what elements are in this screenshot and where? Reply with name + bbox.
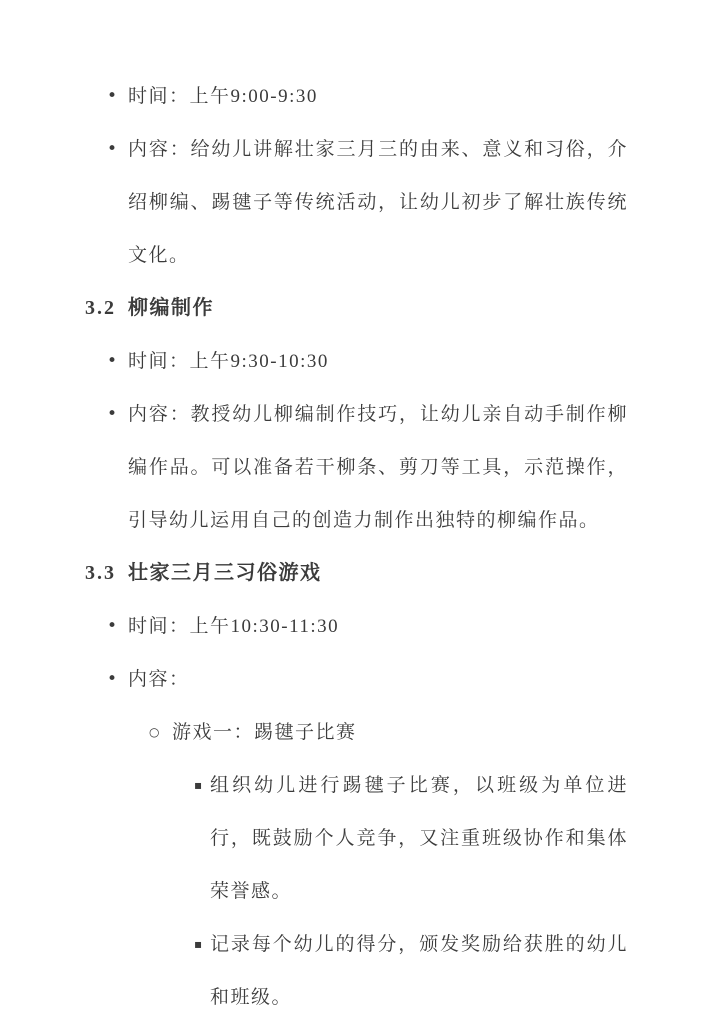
bullet-dot-icon: •	[107, 669, 118, 689]
section-number: 3.3	[85, 562, 116, 584]
game-detail-text: 组织幼儿进行踢毽子比赛，以班级为单位进行，既鼓励个人竞争，又注重班级协作和集体荣誉感。	[210, 775, 628, 902]
bullet-dot-icon: •	[107, 139, 118, 159]
bullet-dot-icon: •	[107, 86, 118, 106]
list-item-content-2	[85, 388, 628, 547]
bullet-dot-icon: •	[107, 616, 118, 636]
bullet-circle-icon: ○	[149, 725, 160, 739]
list-item-game-detail-2	[85, 918, 628, 1017]
list-item-content-1	[85, 123, 628, 282]
bullet-square-icon: ▪	[194, 778, 203, 792]
time-text: 时间：上午10:30-11:30	[128, 616, 340, 637]
bullet-dot-icon: •	[107, 351, 118, 371]
list-item-time-1	[85, 70, 628, 123]
section-heading-33	[85, 547, 628, 600]
section-heading-32	[85, 282, 628, 335]
content-label-text: 内容：	[128, 669, 190, 690]
time-text: 时间：上午9:30-10:30	[128, 351, 329, 372]
game-title-text: 游戏一：踢毽子比赛	[172, 722, 357, 743]
list-item-content-label	[85, 653, 628, 706]
content-text: 内容：教授幼儿柳编制作技巧，让幼儿亲自动手制作柳编作品。可以准备若干柳条、剪刀等工具，示范操作，引导幼儿运用自己的创造力制作出独特的柳编作品。	[128, 404, 628, 531]
section-title: 柳编制作	[128, 297, 214, 319]
list-item-time-3	[85, 600, 628, 653]
bullet-dot-icon: •	[107, 404, 118, 424]
game-detail-text: 记录每个幼儿的得分，颁发奖励给获胜的幼儿和班级。	[210, 934, 628, 1008]
list-item-game-detail-1	[85, 759, 628, 918]
section-title: 壮家三月三习俗游戏	[128, 562, 322, 584]
list-item-game-title	[85, 706, 628, 759]
time-text: 时间：上午9:00-9:30	[128, 86, 318, 107]
list-item-time-2	[85, 335, 628, 388]
bullet-square-icon: ▪	[194, 937, 203, 951]
content-text: 内容：给幼儿讲解壮家三月三的由来、意义和习俗，介绍柳编、踢毽子等传统活动，让幼儿初步了解壮族传统文化。	[128, 139, 628, 266]
section-number: 3.2	[85, 297, 116, 319]
